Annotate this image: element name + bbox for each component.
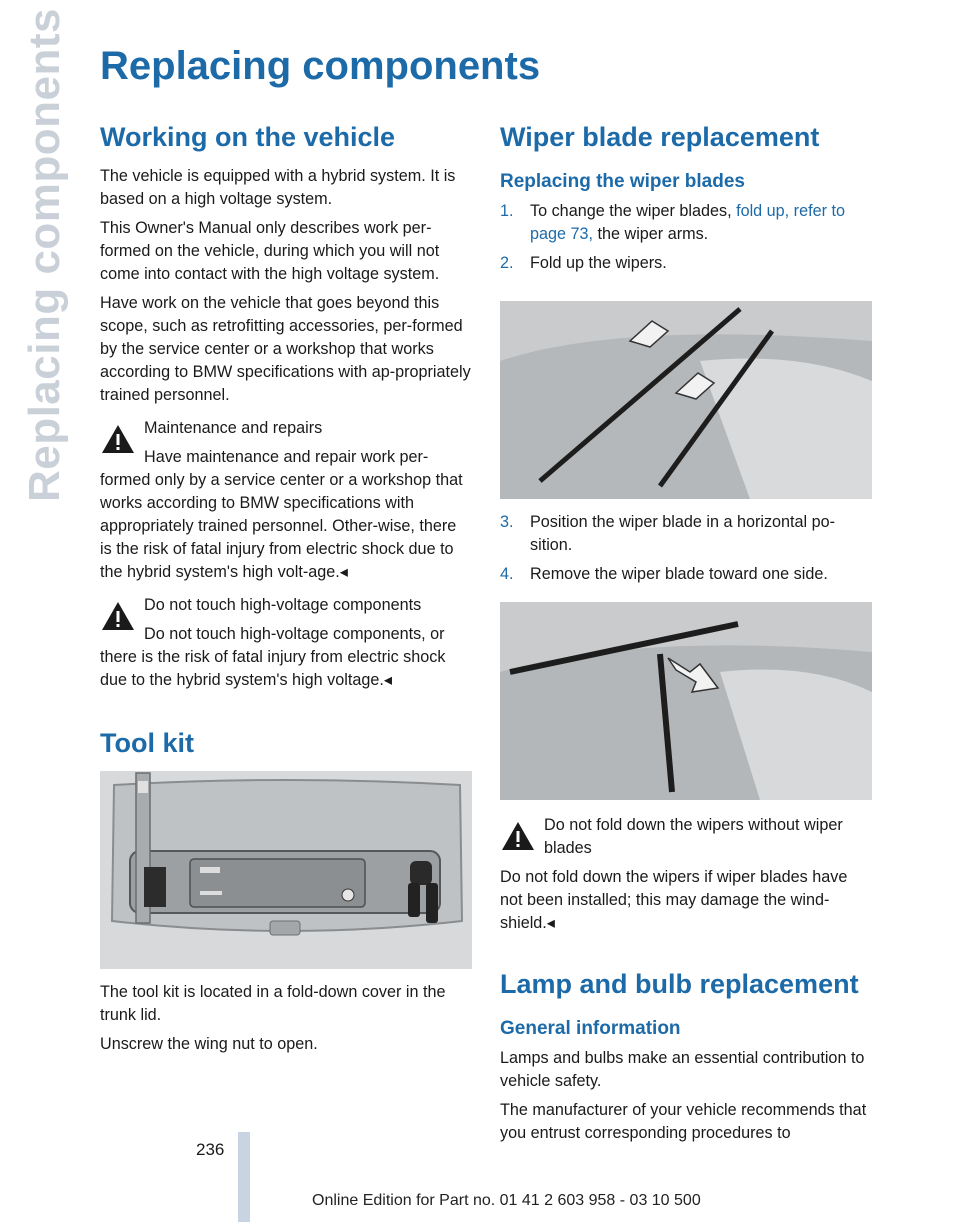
warning-high-voltage-rest: there is the risk of fatal injury from electric shock due to the hybrid system's high voltage.◂ [100, 648, 446, 690]
lamp-paragraph-1: Lamps and bulbs make an essential contribution to vehicle safety. [500, 1048, 865, 1090]
warning-high-voltage-first-line: Do not touch high-voltage components, or [144, 625, 445, 644]
wiper-blade-section [500, 122, 872, 800]
wiper-steps-3-4 [500, 511, 872, 586]
step-number: 2. [500, 253, 514, 272]
step-number: 1. [500, 201, 514, 220]
tool-kit-heading: Tool kit [100, 728, 194, 759]
step-text: Remove the wiper blade toward one side. [530, 564, 828, 583]
step-text: Fold up the wipers. [530, 253, 667, 272]
warning-wipers-title: Do not fold down the wipers without wiper blades [544, 815, 843, 857]
working-paragraph-2: This Owner's Manual only describes work per-formed on the vehicle, during which you will not come into contact with the high voltage system. [100, 219, 440, 284]
page-title: Replacing components [100, 44, 541, 88]
warning-maintenance-first-line: Have maintenance and repair work per- [144, 448, 429, 467]
side-chapter-title-text: Replacing components [20, 7, 69, 503]
right-column [500, 122, 872, 1151]
tool-kit-section [100, 728, 472, 1056]
tool-kit-photo [100, 771, 472, 969]
warning-maintenance [100, 417, 472, 584]
wiper-steps-1-2 [500, 200, 872, 275]
step-text: Position the wiper blade in a horizontal po-sition. [530, 512, 836, 554]
wiper-subheading: Replacing the wiper blades [500, 171, 745, 193]
tool-kit-paragraph-2: Unscrew the wing nut to open. [100, 1035, 318, 1054]
footer-divider-bar [238, 1132, 250, 1222]
lamp-heading: Lamp and bulb replacement [500, 968, 859, 999]
warning-maintenance-title: Maintenance and repairs [144, 419, 323, 438]
warning-triangle-icon [100, 423, 136, 455]
step-text: To change the wiper blades, [530, 201, 737, 220]
warning-high-voltage-body [100, 623, 472, 692]
step-number: 4. [500, 564, 514, 583]
lamp-subheading: General information [500, 1017, 681, 1039]
warning-maintenance-body [100, 446, 472, 584]
warning-triangle-icon [500, 820, 536, 852]
page-footer [0, 1132, 960, 1222]
working-on-vehicle-section [100, 122, 472, 407]
edition-notice: Online Edition for Part no. 01 41 2 603 958 - 03 10 500 [312, 1192, 701, 1209]
warning-high-voltage [100, 594, 472, 692]
wiper-blade-removal-photo [500, 602, 872, 800]
wiper-step-1 [500, 200, 872, 246]
warning-wipers-body: Do not fold down the wipers if wiper blades have not been installed; this may damage the wind-shield.◂ [500, 867, 848, 932]
left-column [100, 122, 472, 1062]
tool-kit-paragraph-1: The tool kit is located in a fold-down cover in the trunk lid. [100, 983, 446, 1025]
side-chapter-title [20, 7, 70, 503]
fold-up-page-link[interactable]: fold up, refer to page 73, [530, 201, 845, 243]
warning-maintenance-rest: formed only by a service center or a workshop that works according to BMW specifications with appropriately trained personnel. Other-wise, there is the risk of fatal injury from electric shock due to the hybrid system's high volt-age.◂ [100, 471, 463, 582]
page-number: 236 [196, 1140, 225, 1159]
wiper-step-4 [500, 563, 872, 586]
warning-triangle-icon [100, 600, 136, 632]
wiper-step-2 [500, 252, 872, 275]
working-heading: Working on the vehicle [100, 122, 396, 152]
wiper-step-3 [500, 511, 872, 557]
working-paragraph-3: Have work on the vehicle that goes beyond this scope, such as retrofitting accessories, per-formed by the service center or a workshop that works according to BMW specifications with ap-propriately trained personnel. [100, 294, 471, 405]
step-number: 3. [500, 512, 514, 531]
lamp-paragraph-2: The manufacturer of your vehicle recommends that you entrust corresponding procedures to [500, 1100, 867, 1142]
warning-wipers-no-blades [500, 814, 872, 935]
step-text-end: the wiper arms. [593, 224, 709, 243]
wiper-heading: Wiper blade replacement [500, 122, 820, 152]
lamp-bulb-section [500, 969, 872, 1145]
warning-high-voltage-title: Do not touch high-voltage components [144, 596, 422, 615]
wipers-folded-up-photo [500, 301, 872, 499]
working-paragraph-1: The vehicle is equipped with a hybrid system. It is based on a high voltage system. [100, 167, 456, 209]
